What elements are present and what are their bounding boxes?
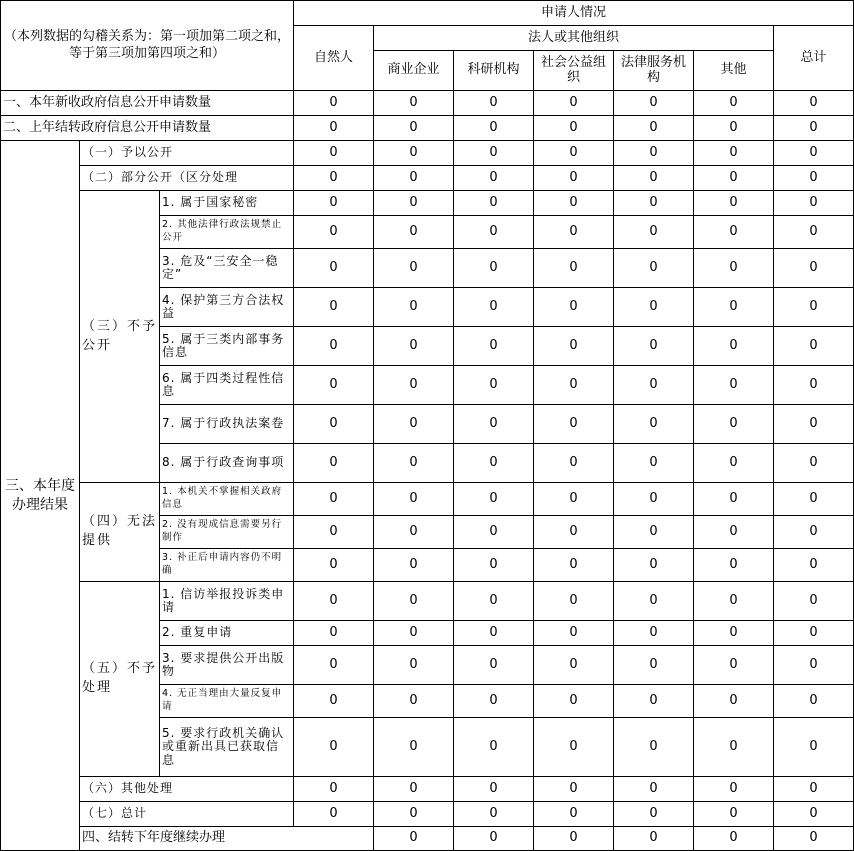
header-research: 科研机构 — [454, 51, 534, 91]
value-cell: 0 — [294, 166, 374, 191]
value-cell: 0 — [294, 141, 374, 166]
value-cell: 0 — [774, 116, 854, 141]
value-cell: 0 — [294, 483, 374, 516]
value-cell: 0 — [694, 116, 774, 141]
value-cell: 0 — [454, 582, 534, 621]
value-cell: 0 — [534, 777, 614, 802]
value-cell: 0 — [454, 249, 534, 288]
row-label: 1. 本机关不掌握相关政府信息 — [160, 483, 294, 516]
value-cell: 0 — [774, 483, 854, 516]
value-cell: 0 — [454, 685, 534, 718]
value-cell: 0 — [454, 718, 534, 777]
value-cell: 0 — [694, 646, 774, 685]
value-cell: 0 — [774, 405, 854, 444]
value-cell: 0 — [614, 444, 694, 483]
value-cell: 0 — [374, 827, 454, 851]
value-cell: 0 — [694, 582, 774, 621]
value-cell: 0 — [534, 116, 614, 141]
value-cell: 0 — [534, 191, 614, 216]
value-cell: 0 — [374, 216, 454, 249]
value-cell: 0 — [774, 621, 854, 646]
value-cell: 0 — [614, 685, 694, 718]
value-cell: 0 — [534, 141, 614, 166]
row-label: 二、上年结转政府信息公开申请数量 — [1, 116, 294, 141]
value-cell: 0 — [454, 777, 534, 802]
header-natural-person: 自然人 — [294, 26, 374, 91]
value-cell: 0 — [774, 777, 854, 802]
value-cell: 0 — [774, 444, 854, 483]
value-cell: 0 — [374, 444, 454, 483]
value-cell: 0 — [534, 216, 614, 249]
value-cell: 0 — [534, 366, 614, 405]
value-cell: 0 — [694, 405, 774, 444]
value-cell: 0 — [694, 249, 774, 288]
header-total: 总计 — [774, 26, 854, 91]
value-cell: 0 — [454, 483, 534, 516]
value-cell: 0 — [374, 549, 454, 582]
value-cell: 0 — [614, 827, 694, 851]
value-cell: 0 — [454, 549, 534, 582]
row-label: 8. 属于行政查询事项 — [160, 444, 294, 483]
value-cell: 0 — [534, 685, 614, 718]
value-cell: 0 — [534, 91, 614, 116]
header-applicant-situation: 申请人情况 — [294, 1, 854, 26]
value-cell: 0 — [454, 141, 534, 166]
row-label: （一）予以公开 — [80, 141, 294, 166]
header-public-welfare: 社会公益组织 — [534, 51, 614, 91]
value-cell: 0 — [774, 327, 854, 366]
table-row — [1, 582, 854, 621]
header-legal-service: 法律服务机构 — [614, 51, 694, 91]
value-cell: 0 — [374, 191, 454, 216]
value-cell: 0 — [294, 216, 374, 249]
value-cell: 0 — [614, 288, 694, 327]
value-cell: 0 — [454, 646, 534, 685]
value-cell: 0 — [374, 777, 454, 802]
value-cell: 0 — [694, 91, 774, 116]
value-cell: 0 — [454, 366, 534, 405]
category-cannot-provide-label: （四）无法提供 — [80, 483, 160, 582]
value-cell: 0 — [774, 802, 854, 827]
category-withhold-label: （三）不予公开 — [80, 191, 160, 483]
value-cell: 0 — [774, 288, 854, 327]
value-cell: 0 — [534, 516, 614, 549]
value-cell: 0 — [374, 802, 454, 827]
value-cell: 0 — [294, 116, 374, 141]
value-cell: 0 — [774, 549, 854, 582]
value-cell: 0 — [534, 718, 614, 777]
value-cell: 0 — [534, 549, 614, 582]
value-cell: 0 — [374, 288, 454, 327]
value-cell: 0 — [374, 249, 454, 288]
table-row — [1, 166, 854, 191]
value-cell: 0 — [374, 516, 454, 549]
value-cell: 0 — [374, 91, 454, 116]
row-label: 3. 危及“三安全一稳定” — [160, 249, 294, 288]
value-cell: 0 — [614, 191, 694, 216]
value-cell: 0 — [454, 288, 534, 327]
value-cell: 0 — [534, 621, 614, 646]
value-cell: 0 — [694, 827, 774, 851]
value-cell: 0 — [614, 718, 694, 777]
value-cell: 0 — [774, 91, 854, 116]
value-cell: 0 — [374, 646, 454, 685]
value-cell: 0 — [374, 582, 454, 621]
value-cell: 0 — [774, 366, 854, 405]
row-label: 3. 要求提供公开出版物 — [160, 646, 294, 685]
row-label: （七）总计 — [80, 802, 294, 827]
table-row — [1, 91, 854, 116]
row-label: 1. 信访举报投诉类申请 — [160, 582, 294, 621]
row-label: 2. 没有现成信息需要另行制作 — [160, 516, 294, 549]
row-label: 1. 属于国家秘密 — [160, 191, 294, 216]
category-not-processed-label: （五）不予处理 — [80, 582, 160, 777]
table-note: （本列数据的勾稽关系为：第一项加第二项之和，等于第三项加第四项之和） — [1, 1, 294, 91]
value-cell: 0 — [774, 516, 854, 549]
value-cell: 0 — [694, 166, 774, 191]
value-cell: 0 — [774, 582, 854, 621]
value-cell: 0 — [294, 718, 374, 777]
value-cell: 0 — [374, 116, 454, 141]
row-label: 2. 其他法律行政法规禁止公开 — [160, 216, 294, 249]
value-cell: 0 — [614, 621, 694, 646]
header-legal-person-group: 法人或其他组织 — [374, 26, 774, 51]
table-row — [1, 483, 854, 516]
value-cell: 0 — [774, 216, 854, 249]
value-cell: 0 — [534, 827, 614, 851]
row-label: 5. 属于三类内部事务信息 — [160, 327, 294, 366]
value-cell: 0 — [614, 646, 694, 685]
value-cell: 0 — [374, 483, 454, 516]
value-cell: 0 — [454, 191, 534, 216]
value-cell: 0 — [294, 191, 374, 216]
value-cell: 0 — [614, 582, 694, 621]
value-cell: 0 — [614, 516, 694, 549]
value-cell: 0 — [694, 802, 774, 827]
table-row — [1, 802, 854, 827]
value-cell: 0 — [454, 216, 534, 249]
value-cell: 0 — [454, 444, 534, 483]
value-cell: 0 — [694, 366, 774, 405]
row-label: 四、结转下年度继续办理 — [80, 827, 374, 851]
row-label: 4. 无正当理由大量反复申请 — [160, 685, 294, 718]
value-cell: 0 — [294, 366, 374, 405]
value-cell: 0 — [694, 327, 774, 366]
value-cell: 0 — [454, 802, 534, 827]
value-cell: 0 — [294, 249, 374, 288]
row-label: （六）其他处理 — [80, 777, 294, 802]
value-cell: 0 — [774, 646, 854, 685]
row-label: 一、本年新收政府信息公开申请数量 — [1, 91, 294, 116]
value-cell: 0 — [294, 685, 374, 718]
value-cell: 0 — [374, 327, 454, 366]
value-cell: 0 — [614, 166, 694, 191]
value-cell: 0 — [774, 141, 854, 166]
value-cell: 0 — [614, 116, 694, 141]
table-row — [1, 141, 854, 166]
value-cell: 0 — [774, 827, 854, 851]
value-cell: 0 — [294, 621, 374, 646]
value-cell: 0 — [694, 718, 774, 777]
value-cell: 0 — [294, 582, 374, 621]
value-cell: 0 — [614, 249, 694, 288]
value-cell: 0 — [614, 91, 694, 116]
value-cell: 0 — [694, 141, 774, 166]
value-cell: 0 — [614, 405, 694, 444]
value-cell: 0 — [694, 516, 774, 549]
value-cell: 0 — [534, 166, 614, 191]
value-cell: 0 — [614, 216, 694, 249]
value-cell: 0 — [694, 685, 774, 718]
value-cell: 0 — [534, 483, 614, 516]
value-cell: 0 — [774, 685, 854, 718]
value-cell: 0 — [534, 582, 614, 621]
row-label: 6. 属于四类过程性信息 — [160, 366, 294, 405]
value-cell: 0 — [694, 444, 774, 483]
value-cell: 0 — [374, 366, 454, 405]
value-cell: 0 — [774, 718, 854, 777]
value-cell: 0 — [614, 483, 694, 516]
value-cell: 0 — [374, 621, 454, 646]
value-cell: 0 — [294, 802, 374, 827]
row-label: 5. 要求行政机关确认或重新出具已获取信息 — [160, 718, 294, 777]
value-cell: 0 — [294, 405, 374, 444]
row-label: （二）部分公开（区分处理 — [80, 166, 294, 191]
row-label: 4. 保护第三方合法权益 — [160, 288, 294, 327]
value-cell: 0 — [774, 191, 854, 216]
value-cell: 0 — [454, 621, 534, 646]
value-cell: 0 — [294, 288, 374, 327]
row-label: 2. 重复申请 — [160, 621, 294, 646]
value-cell: 0 — [614, 366, 694, 405]
value-cell: 0 — [534, 288, 614, 327]
value-cell: 0 — [294, 327, 374, 366]
value-cell: 0 — [534, 444, 614, 483]
value-cell: 0 — [374, 685, 454, 718]
value-cell: 0 — [454, 166, 534, 191]
table-row — [1, 827, 854, 851]
section-3-label: 三、本年度办理结果 — [1, 141, 80, 851]
value-cell: 0 — [534, 249, 614, 288]
value-cell: 0 — [694, 216, 774, 249]
value-cell: 0 — [374, 166, 454, 191]
value-cell: 0 — [694, 549, 774, 582]
value-cell: 0 — [614, 327, 694, 366]
value-cell: 0 — [294, 777, 374, 802]
value-cell: 0 — [694, 191, 774, 216]
value-cell: 0 — [454, 327, 534, 366]
value-cell: 0 — [294, 549, 374, 582]
value-cell: 0 — [774, 249, 854, 288]
value-cell: 0 — [534, 405, 614, 444]
value-cell: 0 — [614, 549, 694, 582]
row-label: 3. 补正后申请内容仍不明确 — [160, 549, 294, 582]
value-cell: 0 — [374, 405, 454, 444]
value-cell: 0 — [294, 646, 374, 685]
table-row — [1, 116, 854, 141]
row-label: 7. 属于行政执法案卷 — [160, 405, 294, 444]
value-cell: 0 — [614, 141, 694, 166]
value-cell: 0 — [614, 777, 694, 802]
value-cell: 0 — [694, 777, 774, 802]
value-cell: 0 — [294, 91, 374, 116]
value-cell: 0 — [694, 483, 774, 516]
value-cell: 0 — [454, 827, 534, 851]
value-cell: 0 — [694, 288, 774, 327]
value-cell: 0 — [294, 444, 374, 483]
value-cell: 0 — [454, 405, 534, 444]
value-cell: 0 — [534, 802, 614, 827]
value-cell: 0 — [374, 141, 454, 166]
value-cell: 0 — [454, 91, 534, 116]
table-row — [1, 191, 854, 216]
value-cell: 0 — [374, 718, 454, 777]
table-row — [1, 777, 854, 802]
value-cell: 0 — [454, 116, 534, 141]
value-cell: 0 — [694, 621, 774, 646]
value-cell: 0 — [774, 166, 854, 191]
value-cell: 0 — [454, 516, 534, 549]
value-cell: 0 — [614, 802, 694, 827]
value-cell: 0 — [534, 327, 614, 366]
header-other: 其他 — [694, 51, 774, 91]
header-commercial: 商业企业 — [374, 51, 454, 91]
value-cell: 0 — [294, 516, 374, 549]
value-cell: 0 — [534, 646, 614, 685]
